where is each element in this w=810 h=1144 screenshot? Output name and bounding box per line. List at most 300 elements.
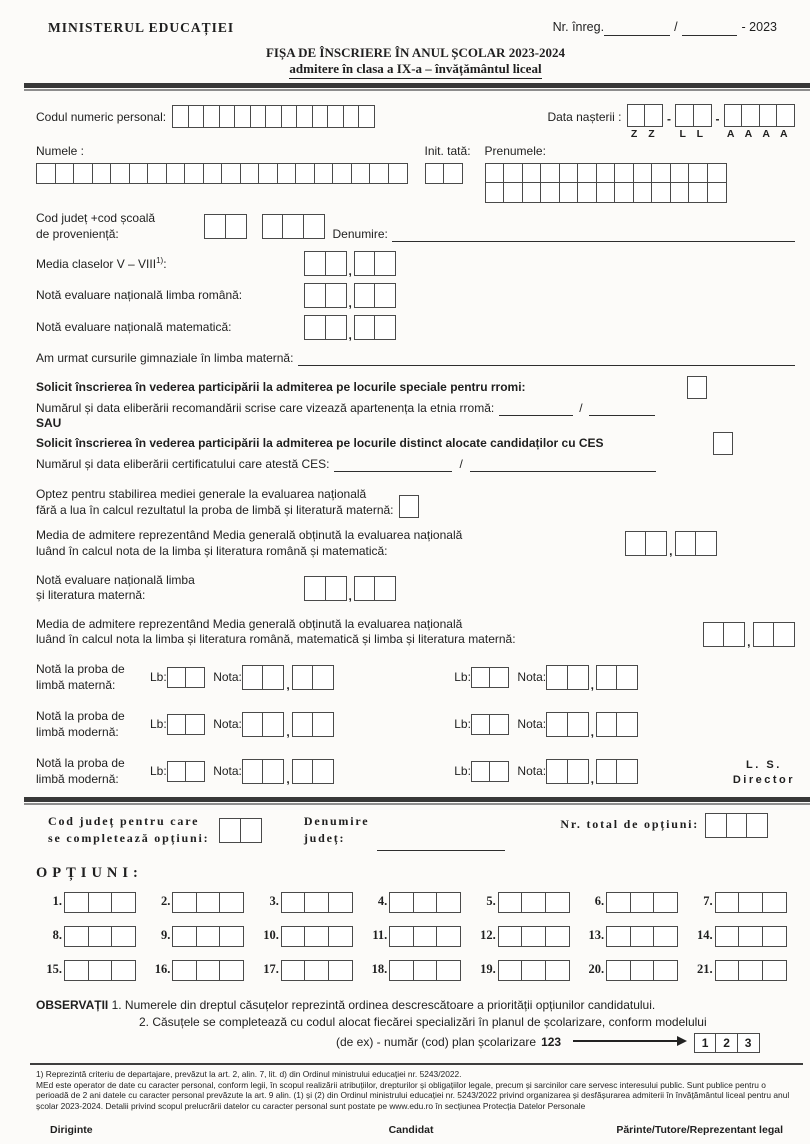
input-cell[interactable] — [489, 761, 509, 782]
father-initial-boxes[interactable] — [425, 163, 471, 184]
input-cell[interactable] — [111, 892, 136, 913]
input-cell[interactable] — [567, 759, 589, 784]
romanian-dec-boxes[interactable] — [354, 283, 397, 308]
lang3-lb-boxes[interactable] — [167, 761, 206, 782]
input-cell[interactable] — [471, 714, 491, 735]
input-cell[interactable] — [498, 926, 523, 947]
input-cell[interactable] — [250, 105, 267, 128]
input-cell[interactable] — [695, 531, 717, 556]
admission1-int-boxes[interactable] — [625, 531, 668, 556]
input-cell[interactable] — [546, 665, 568, 690]
input-cell[interactable] — [693, 104, 712, 127]
mother-tongue-blank[interactable] — [298, 352, 795, 366]
input-cell[interactable] — [129, 163, 149, 184]
input-cell[interactable] — [567, 712, 589, 737]
input-cell[interactable] — [596, 665, 618, 690]
input-cell[interactable] — [167, 667, 187, 688]
input-cell[interactable] — [675, 104, 694, 127]
input-cell[interactable] — [110, 163, 130, 184]
options-total-boxes[interactable] — [705, 813, 768, 838]
option-code-boxes[interactable] — [281, 926, 353, 947]
lang2r-lb-boxes[interactable] — [471, 714, 510, 735]
birth-month-boxes[interactable] — [675, 104, 712, 127]
option-code-boxes[interactable] — [389, 960, 461, 981]
input-cell[interactable] — [498, 892, 523, 913]
input-cell[interactable] — [773, 622, 795, 647]
lang1-int-boxes[interactable] — [242, 665, 285, 690]
lang3r-lb-boxes[interactable] — [471, 761, 510, 782]
input-cell[interactable] — [738, 926, 763, 947]
input-cell[interactable] — [707, 163, 727, 184]
lang1r-lb-boxes[interactable] — [471, 667, 510, 688]
input-cell[interactable] — [389, 960, 414, 981]
input-cell[interactable] — [633, 182, 653, 203]
reg-number-blank[interactable] — [604, 22, 670, 36]
input-cell[interactable] — [167, 714, 187, 735]
county-code-boxes[interactable] — [204, 214, 247, 239]
input-cell[interactable] — [88, 960, 113, 981]
input-cell[interactable] — [304, 315, 326, 340]
input-cell[interactable] — [577, 182, 597, 203]
input-cell[interactable] — [312, 105, 329, 128]
option-code-boxes[interactable] — [498, 926, 570, 947]
rromi-row — [36, 376, 795, 399]
option-code-boxes[interactable] — [498, 892, 570, 913]
input-cell[interactable] — [389, 926, 414, 947]
input-cell[interactable] — [262, 712, 284, 737]
input-cell[interactable] — [219, 892, 244, 913]
input-cell[interactable] — [738, 960, 763, 981]
input-cell[interactable] — [596, 163, 616, 184]
input-cell[interactable] — [545, 892, 570, 913]
lang3r-int-boxes[interactable] — [546, 759, 589, 784]
input-cell[interactable] — [354, 283, 376, 308]
option-code-boxes[interactable] — [715, 926, 787, 947]
input-cell[interactable] — [616, 712, 638, 737]
option-code-boxes[interactable] — [606, 892, 678, 913]
lang2r-comma: , — [590, 725, 594, 740]
input-cell[interactable] — [219, 818, 241, 843]
input-cell[interactable] — [616, 665, 638, 690]
input-cell[interactable] — [281, 892, 306, 913]
lang3-dec-boxes[interactable] — [292, 759, 335, 784]
input-cell[interactable] — [489, 714, 509, 735]
input-cell[interactable] — [325, 576, 347, 601]
input-cell[interactable] — [304, 960, 329, 981]
input-cell[interactable] — [705, 813, 727, 838]
math-int-boxes[interactable] — [304, 315, 347, 340]
input-cell[interactable] — [715, 892, 740, 913]
input-cell[interactable] — [670, 163, 690, 184]
input-cell[interactable] — [443, 163, 463, 184]
input-cell[interactable] — [172, 960, 197, 981]
lang2r-dec-boxes[interactable] — [596, 712, 639, 737]
input-cell[interactable] — [389, 892, 414, 913]
input-cell[interactable] — [262, 214, 284, 239]
input-cell[interactable] — [374, 251, 396, 276]
input-cell[interactable] — [726, 813, 748, 838]
option-code-boxes[interactable] — [715, 960, 787, 981]
input-cell[interactable] — [630, 892, 655, 913]
input-cell[interactable] — [653, 960, 678, 981]
input-cell[interactable] — [172, 926, 197, 947]
input-cell[interactable] — [304, 926, 329, 947]
input-cell[interactable] — [172, 892, 197, 913]
input-cell[interactable] — [374, 315, 396, 340]
option-code-boxes[interactable] — [172, 960, 244, 981]
input-cell[interactable] — [292, 712, 314, 737]
input-cell[interactable] — [281, 926, 306, 947]
input-cell[interactable] — [64, 926, 89, 947]
math-dec-boxes[interactable] — [354, 315, 397, 340]
input-cell[interactable] — [242, 712, 264, 737]
admission1-dec-boxes[interactable] — [675, 531, 718, 556]
input-cell[interactable] — [304, 251, 326, 276]
input-cell[interactable] — [741, 104, 760, 127]
input-cell[interactable] — [715, 926, 740, 947]
input-cell[interactable] — [644, 104, 663, 127]
input-cell[interactable] — [314, 163, 334, 184]
form-title — [36, 45, 795, 80]
firstname-boxes-row2[interactable] — [485, 182, 727, 203]
input-cell[interactable] — [240, 818, 262, 843]
input-cell[interactable] — [188, 105, 205, 128]
input-cell[interactable] — [147, 163, 167, 184]
school-name-blank[interactable] — [392, 228, 795, 242]
maternal-eval-int-boxes[interactable] — [304, 576, 347, 601]
input-cell[interactable] — [111, 926, 136, 947]
registration-number-row — [553, 20, 777, 36]
input-cell[interactable] — [240, 163, 260, 184]
option-number: 16. — [154, 962, 171, 977]
input-cell[interactable] — [242, 759, 264, 784]
input-cell[interactable] — [540, 163, 560, 184]
input-cell[interactable] — [354, 315, 376, 340]
input-cell[interactable] — [196, 892, 221, 913]
input-cell[interactable] — [388, 163, 408, 184]
lang2r-int-boxes[interactable] — [546, 712, 589, 737]
option-code-boxes[interactable] — [64, 960, 136, 981]
option-item — [253, 960, 361, 981]
input-cell[interactable] — [540, 182, 560, 203]
input-cell[interactable] — [633, 163, 653, 184]
input-cell[interactable] — [185, 714, 205, 735]
input-cell[interactable] — [328, 892, 353, 913]
optout-checkbox[interactable] — [399, 495, 419, 518]
option-code-boxes[interactable] — [64, 892, 136, 913]
avg-int-boxes[interactable] — [304, 251, 347, 276]
input-cell[interactable] — [776, 104, 795, 127]
input-cell[interactable] — [606, 892, 631, 913]
input-cell[interactable] — [688, 182, 708, 203]
input-cell[interactable] — [399, 495, 419, 518]
input-cell[interactable] — [358, 105, 375, 128]
lang3-int-boxes[interactable] — [242, 759, 285, 784]
input-cell[interactable] — [303, 214, 325, 239]
input-cell[interactable] — [724, 104, 743, 127]
input-cell[interactable] — [614, 182, 634, 203]
mother-tongue-row — [36, 351, 795, 366]
input-cell[interactable] — [219, 960, 244, 981]
input-cell[interactable] — [111, 960, 136, 981]
input-cell[interactable] — [645, 531, 667, 556]
input-cell[interactable] — [436, 926, 461, 947]
input-cell[interactable] — [522, 182, 542, 203]
input-cell[interactable] — [203, 105, 220, 128]
lang3r-dec-boxes[interactable] — [596, 759, 639, 784]
input-cell[interactable] — [485, 182, 505, 203]
input-cell[interactable] — [762, 960, 787, 981]
input-cell[interactable] — [413, 960, 438, 981]
birth-day-boxes[interactable] — [627, 104, 664, 127]
input-cell[interactable] — [759, 104, 778, 127]
input-cell[interactable] — [219, 926, 244, 947]
input-cell[interactable] — [546, 759, 568, 784]
input-cell[interactable] — [328, 926, 353, 947]
input-cell[interactable] — [616, 759, 638, 784]
input-cell[interactable] — [413, 926, 438, 947]
option-code-boxes[interactable] — [281, 892, 353, 913]
input-cell[interactable] — [262, 759, 284, 784]
input-cell[interactable] — [184, 163, 204, 184]
input-cell[interactable] — [670, 182, 690, 203]
ces-checkbox[interactable] — [713, 432, 733, 455]
ces-doc-number-blank[interactable] — [334, 458, 452, 472]
option-number: 20. — [588, 962, 605, 977]
input-cell[interactable] — [225, 214, 247, 239]
option-code-boxes[interactable] — [172, 892, 244, 913]
input-cell[interactable] — [196, 960, 221, 981]
input-cell[interactable] — [521, 926, 546, 947]
input-cell[interactable] — [503, 163, 523, 184]
input-cell[interactable] — [295, 163, 315, 184]
input-cell[interactable] — [545, 960, 570, 981]
input-cell[interactable] — [312, 665, 334, 690]
input-cell[interactable] — [688, 163, 708, 184]
input-cell[interactable] — [88, 892, 113, 913]
option-code-boxes[interactable] — [498, 960, 570, 981]
input-cell[interactable] — [738, 892, 763, 913]
maternal-eval-dec-boxes[interactable] — [354, 576, 397, 601]
firstname-boxes-row1[interactable] — [485, 163, 727, 184]
input-cell[interactable] — [425, 163, 445, 184]
input-cell[interactable] — [614, 163, 634, 184]
input-cell[interactable] — [723, 622, 745, 647]
input-cell[interactable] — [219, 105, 236, 128]
input-cell[interactable] — [596, 759, 618, 784]
input-cell[interactable] — [653, 926, 678, 947]
input-cell[interactable] — [651, 163, 671, 184]
option-code-boxes[interactable] — [389, 892, 461, 913]
input-cell[interactable] — [577, 163, 597, 184]
lang1r-int-boxes[interactable] — [546, 665, 589, 690]
input-cell[interactable] — [296, 105, 313, 128]
input-cell[interactable] — [471, 761, 491, 782]
admission2-dec-boxes[interactable] — [753, 622, 796, 647]
input-cell[interactable] — [92, 163, 112, 184]
input-cell[interactable] — [746, 813, 768, 838]
input-cell[interactable] — [687, 376, 707, 399]
input-cell[interactable] — [325, 251, 347, 276]
input-cell[interactable] — [522, 163, 542, 184]
input-cell[interactable] — [304, 283, 326, 308]
input-cell[interactable] — [762, 926, 787, 947]
input-cell[interactable] — [172, 105, 189, 128]
lang2r-nota-label: Nota: — [517, 717, 547, 732]
county-name-blank[interactable] — [377, 837, 505, 851]
option-code-boxes[interactable] — [606, 926, 678, 947]
input-cell[interactable] — [312, 759, 334, 784]
rromi-checkbox[interactable] — [687, 376, 707, 399]
input-cell[interactable] — [630, 960, 655, 981]
input-cell[interactable] — [55, 163, 75, 184]
reg-year: - 2023 — [741, 20, 777, 34]
footnote-line1: 1) Reprezintă criteriu de departajare, prevăzut la art. 2, alin. 7, lit. d) din Ordinul ministrului educației nr. 5243/2022. — [36, 1068, 462, 1079]
input-cell[interactable] — [36, 163, 56, 184]
input-cell[interactable] — [277, 163, 297, 184]
input-cell[interactable] — [282, 214, 304, 239]
input-cell[interactable] — [606, 926, 631, 947]
input-cell[interactable] — [369, 163, 389, 184]
input-cell[interactable] — [545, 926, 570, 947]
input-cell[interactable] — [262, 665, 284, 690]
input-cell[interactable] — [436, 892, 461, 913]
input-cell[interactable] — [221, 163, 241, 184]
input-cell[interactable] — [651, 182, 671, 203]
input-cell[interactable] — [354, 576, 376, 601]
input-cell[interactable] — [413, 892, 438, 913]
input-cell[interactable] — [567, 665, 589, 690]
input-cell[interactable] — [73, 163, 93, 184]
input-cell[interactable] — [498, 960, 523, 981]
rromi-doc-number-blank[interactable] — [499, 402, 573, 416]
input-cell[interactable] — [521, 960, 546, 981]
input-cell[interactable] — [234, 105, 251, 128]
input-cell[interactable] — [596, 712, 618, 737]
input-cell[interactable] — [265, 105, 282, 128]
lang1-lb-boxes[interactable] — [167, 667, 206, 688]
input-cell[interactable] — [167, 761, 187, 782]
input-cell[interactable] — [166, 163, 186, 184]
lang2-dec-boxes[interactable] — [292, 712, 335, 737]
input-cell[interactable] — [64, 892, 89, 913]
option-code-boxes[interactable] — [172, 926, 244, 947]
input-cell[interactable] — [312, 712, 334, 737]
input-cell[interactable] — [653, 892, 678, 913]
input-cell[interactable] — [332, 163, 352, 184]
admission2-int-boxes[interactable] — [703, 622, 746, 647]
input-cell[interactable] — [196, 926, 221, 947]
input-cell[interactable] — [630, 926, 655, 947]
input-cell[interactable] — [281, 960, 306, 981]
input-cell[interactable] — [343, 105, 360, 128]
input-cell[interactable] — [503, 182, 523, 203]
input-cell[interactable] — [204, 214, 226, 239]
input-cell[interactable] — [185, 761, 205, 782]
avg-dec-boxes[interactable] — [354, 251, 397, 276]
math-label: Notă evaluare națională matematică: — [36, 320, 232, 335]
input-cell[interactable] — [436, 960, 461, 981]
lastname-boxes[interactable] — [36, 163, 408, 184]
input-cell[interactable] — [625, 531, 647, 556]
input-cell[interactable] — [64, 960, 89, 981]
input-cell[interactable] — [627, 104, 646, 127]
option-code-boxes[interactable] — [64, 926, 136, 947]
input-cell[interactable] — [325, 283, 347, 308]
input-cell[interactable] — [258, 163, 278, 184]
option-code-boxes[interactable] — [715, 892, 787, 913]
cnp-label: Codul numeric personal: — [36, 110, 167, 125]
lang1r-dec-boxes[interactable] — [596, 665, 639, 690]
input-cell[interactable] — [354, 251, 376, 276]
input-cell[interactable] — [203, 163, 223, 184]
input-cell[interactable] — [304, 892, 329, 913]
lang1-line1: Notă la proba de — [36, 661, 125, 676]
rromi-doc-date-blank[interactable] — [589, 402, 655, 416]
lang1-lb-label: Lb: — [150, 670, 167, 685]
input-cell[interactable] — [713, 432, 733, 455]
options-heading: OPȚIUNI: — [36, 864, 143, 881]
input-cell[interactable] — [762, 892, 787, 913]
option-item — [470, 960, 578, 981]
cnp-boxes[interactable] — [172, 105, 375, 128]
option-code-boxes[interactable] — [606, 960, 678, 981]
input-cell[interactable] — [675, 531, 697, 556]
input-cell[interactable] — [304, 576, 326, 601]
option-code-boxes[interactable] — [389, 926, 461, 947]
option-code-boxes[interactable] — [281, 960, 353, 981]
input-cell[interactable] — [559, 182, 579, 203]
input-cell[interactable] — [328, 960, 353, 981]
lang1-dec-boxes[interactable] — [292, 665, 335, 690]
input-cell[interactable] — [715, 960, 740, 981]
input-cell[interactable] — [521, 892, 546, 913]
input-cell[interactable] — [753, 622, 775, 647]
input-cell[interactable] — [88, 926, 113, 947]
input-cell[interactable] — [351, 163, 371, 184]
input-cell[interactable] — [471, 667, 491, 688]
input-cell[interactable] — [559, 163, 579, 184]
reg-number2-blank[interactable] — [682, 22, 737, 36]
input-cell[interactable] — [489, 667, 509, 688]
lang2-int-boxes[interactable] — [242, 712, 285, 737]
options-county-boxes[interactable] — [219, 818, 262, 843]
input-cell[interactable] — [707, 182, 727, 203]
input-cell[interactable] — [327, 105, 344, 128]
romanian-int-boxes[interactable] — [304, 283, 347, 308]
input-cell[interactable] — [292, 759, 314, 784]
mother-tongue-label: Am urmat cursurile gimnaziale în limba maternă: — [36, 351, 294, 366]
lang3-label — [36, 756, 142, 787]
school-code-boxes[interactable] — [262, 214, 325, 239]
input-cell[interactable] — [485, 163, 505, 184]
ces-doc-date-blank[interactable] — [470, 458, 656, 472]
input-cell[interactable] — [242, 665, 264, 690]
input-cell[interactable] — [292, 665, 314, 690]
birth-year-boxes[interactable] — [724, 104, 796, 127]
option-number: 12. — [480, 928, 496, 943]
input-cell[interactable] — [374, 576, 396, 601]
input-cell[interactable] — [325, 315, 347, 340]
lang2-lb-boxes[interactable] — [167, 714, 206, 735]
input-cell[interactable] — [185, 667, 205, 688]
input-cell[interactable] — [281, 105, 298, 128]
input-cell[interactable] — [546, 712, 568, 737]
input-cell[interactable] — [374, 283, 396, 308]
input-cell[interactable] — [606, 960, 631, 981]
input-cell[interactable] — [596, 182, 616, 203]
input-cell[interactable] — [703, 622, 725, 647]
